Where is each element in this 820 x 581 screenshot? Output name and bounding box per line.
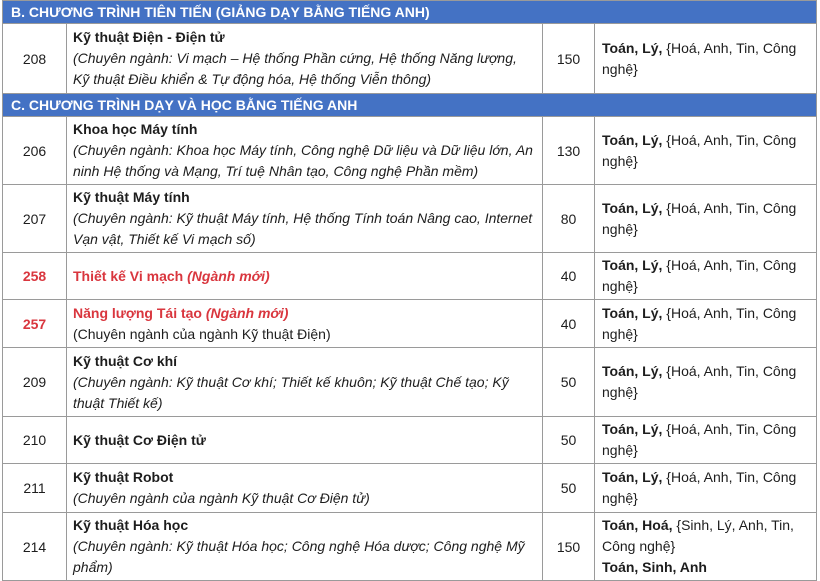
major-title: Kỹ thuật Máy tính (73, 189, 190, 205)
admissions-table (2, 0, 817, 581)
major-title: Thiết kế Vi mạch (Ngành mới) (73, 267, 270, 284)
major-title: Kỹ thuật Cơ khí (73, 352, 178, 369)
quota: 130 (543, 117, 595, 185)
table-row (3, 348, 817, 417)
major-cell (67, 348, 543, 417)
optional-subjects: {Hoá, Anh, Tin, Công nghệ} (602, 131, 797, 169)
new-major-tag: (Ngành mới) (205, 304, 289, 321)
quota: 40 (543, 300, 595, 348)
optional-subjects: {Hoá, Anh, Tin, Công nghệ} (602, 421, 797, 458)
subject-combination (595, 300, 817, 348)
major-title: Kỹ thuật Điện - Điện tử (73, 29, 225, 45)
optional-subjects: {Hoá, Anh, Tin, Công nghệ} (602, 304, 797, 342)
major-cell (67, 464, 543, 513)
subject-combination (595, 185, 817, 253)
table-row (3, 24, 817, 94)
subject-combination (595, 464, 817, 513)
table-row (3, 253, 817, 300)
major-specializations: (Chuyên ngành: Kỹ thuật Cơ khí; Thiết kế khuôn; Kỹ thuật Chế tạo; Kỹ thuật Thiết kế) (73, 373, 509, 411)
subject-combination (595, 348, 817, 417)
table-row (3, 300, 817, 348)
section-header-row (3, 94, 817, 117)
major-code: 258 (3, 253, 67, 300)
major-title: Kỹ thuật Robot (73, 469, 174, 485)
subject-combination (595, 417, 817, 464)
new-major-tag: (Ngành mới) (187, 267, 270, 284)
major-specializations: (Chuyên ngành: Kỹ thuật Hóa học; Công nghệ Hóa dược; Công nghệ Mỹ phẩm) (73, 538, 525, 575)
table-body (3, 1, 817, 581)
major-code: 209 (3, 348, 67, 417)
subject-combination (595, 24, 817, 94)
optional-subjects: {Hoá, Anh, Tin, Công nghệ} (602, 39, 797, 77)
table-row (3, 464, 817, 513)
quota: 80 (543, 185, 595, 253)
optional-subjects: {Hoá, Anh, Tin, Công nghệ} (602, 469, 797, 506)
major-code: 206 (3, 117, 67, 185)
section-header-row (3, 1, 817, 24)
required-subjects: Toán, Lý, (602, 39, 663, 56)
required-subjects: Toán, Lý, (602, 131, 663, 148)
major-code: 207 (3, 185, 67, 253)
major-title: Năng lượng Tái tạo (Ngành mới) (73, 304, 289, 321)
subject-combination (595, 117, 817, 185)
major-cell (67, 513, 543, 581)
section-header: B. CHƯƠNG TRÌNH TIÊN TIẾN (GIẢNG DẠY BẰNG TIẾNG ANH) (3, 1, 817, 24)
major-specializations: (Chuyên ngành của ngành Kỹ thuật Điện) (73, 325, 331, 342)
major-specializations: (Chuyên ngành: Vi mạch – Hệ thống Phần cứng, Hệ thống Năng lượng, Kỹ thuật Điều khiển & Tự động hóa, Hệ thống Viễn thông) (73, 50, 517, 87)
major-cell (67, 117, 543, 185)
major-title: Kỹ thuật Hóa học (73, 517, 189, 533)
major-code: 208 (3, 24, 67, 94)
quota: 50 (543, 348, 595, 417)
major-code: 210 (3, 417, 67, 464)
major-cell (67, 300, 543, 348)
optional-subjects: {Sinh, Lý, Anh, Tin, Công nghệ} (602, 517, 794, 554)
quota: 40 (543, 253, 595, 300)
subject-combination (595, 513, 817, 581)
quota: 150 (543, 513, 595, 581)
major-code: 257 (3, 300, 67, 348)
required-subjects: Toán, Lý, (602, 469, 663, 485)
major-cell (67, 253, 543, 300)
table-row (3, 117, 817, 185)
quota: 150 (543, 24, 595, 94)
table-row (3, 417, 817, 464)
required-subjects: Toán, Lý, (602, 257, 663, 273)
optional-subjects: {Hoá, Anh, Tin, Công nghệ} (602, 257, 797, 294)
table-row (3, 513, 817, 581)
major-specializations: (Chuyên ngành: Kỹ thuật Máy tính, Hệ thống Tính toán Nâng cao, Internet Vạn vật, Thiết kế Vi mạch số) (73, 210, 533, 247)
quota: 50 (543, 417, 595, 464)
major-code: 214 (3, 513, 67, 581)
major-cell (67, 24, 543, 94)
required-subjects: Toán, Lý, (602, 363, 663, 379)
alternative-subjects: Toán, Sinh, Anh (602, 559, 707, 575)
subject-combination (595, 253, 817, 300)
major-title: Khoa học Máy tính (73, 121, 198, 137)
major-code: 211 (3, 464, 67, 513)
optional-subjects: {Hoá, Anh, Tin, Công nghệ} (602, 199, 797, 237)
required-subjects: Toán, Hoá, (602, 517, 673, 533)
major-cell (67, 417, 543, 464)
major-specializations: (Chuyên ngành của ngành Kỹ thuật Cơ Điện tử) (73, 490, 370, 506)
required-subjects: Toán, Lý, (602, 304, 663, 321)
major-cell (67, 185, 543, 253)
table-row (3, 185, 817, 253)
major-specializations: (Chuyên ngành: Khoa học Máy tính, Công nghệ Dữ liệu và Dữ liệu lớn, An ninh Hệ thống và Mạng, Trí tuệ Nhân tạo, Công nghệ Phần mềm) (73, 142, 533, 179)
required-subjects: Toán, Lý, (602, 421, 663, 437)
quota: 50 (543, 464, 595, 513)
required-subjects: Toán, Lý, (602, 199, 663, 216)
major-title: Kỹ thuật Cơ Điện tử (73, 431, 206, 448)
section-header: C. CHƯƠNG TRÌNH DẠY VÀ HỌC BẰNG TIẾNG ANH (3, 94, 817, 117)
optional-subjects: {Hoá, Anh, Tin, Công nghệ} (602, 363, 797, 400)
